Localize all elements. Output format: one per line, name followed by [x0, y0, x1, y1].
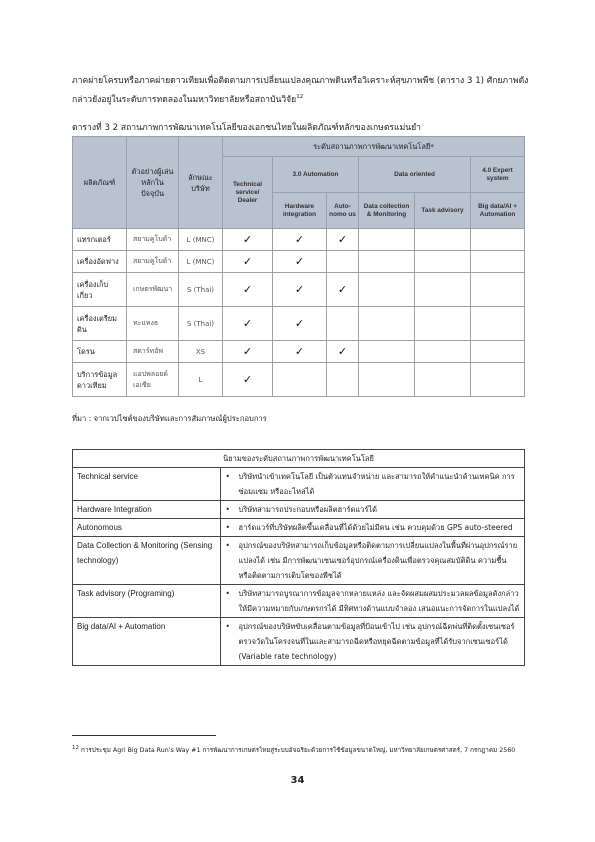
- tech-status-body: [73, 229, 525, 397]
- check-icon: ✓: [223, 229, 273, 251]
- empty-cell: [415, 251, 471, 273]
- check-icon: ✓: [273, 229, 327, 251]
- empty-cell: [359, 341, 415, 363]
- empty-cell: [359, 251, 415, 273]
- check-icon: ✓: [223, 273, 273, 307]
- check-icon: ✓: [327, 273, 359, 307]
- empty-cell: [359, 307, 415, 341]
- definition-table: [72, 449, 525, 666]
- empty-cell: [327, 251, 359, 273]
- firm-type-cell: S (Thai): [179, 273, 223, 307]
- empty-cell: [471, 363, 525, 397]
- empty-cell: [359, 273, 415, 307]
- check-icon: ✓: [273, 307, 327, 341]
- firm-cell: สยามคูโบต้า: [127, 229, 179, 251]
- firm-cell: เกษตรพัฒนา: [127, 273, 179, 307]
- empty-cell: [471, 273, 525, 307]
- table1-source: ที่มา : จากเวปไซต์ของบริษัทและการสัมภาษณ์ผู้ประกอบการ: [72, 414, 267, 423]
- firm-cell: สยามคูโบต้า: [127, 251, 179, 273]
- definition-term: Technical service: [73, 468, 221, 501]
- table-row: [73, 273, 525, 307]
- header-data-oriented: Data oriented: [359, 157, 471, 193]
- product-cell: เครื่องเก็บ เกี่ยว: [73, 273, 127, 307]
- empty-cell: [415, 273, 471, 307]
- footnote-ref: 12: [296, 94, 304, 100]
- definition-term: Data Collection & Monitoring (Sensing technology): [73, 537, 221, 585]
- empty-cell: [415, 307, 471, 341]
- empty-cell: [471, 251, 525, 273]
- header-data-collection: Data collection & Monitoring: [359, 193, 415, 229]
- bullet-icon: •: [221, 585, 235, 618]
- product-cell: เครื่องอัดฟาง: [73, 251, 127, 273]
- intro-text: ภาคผ่ายโครบหรือภาคผ่ายดาวเทียมเพื่อติดตามการเปลี่ยนแปลงคุณภาพดินหรือวิเคราะห์สุขภาพพืช (ตาราง 3 1) ศักยภาพดังกล่าวยังอยู่ในระดับการทดลองในมหาวิทยาลัยหรือสถาบันวิจัย: [72, 76, 529, 105]
- header-firm-example: ตัวอย่างผู้เล่นหลักใน ปัจจุบัน: [127, 137, 179, 229]
- definition-term: Autonomous: [73, 519, 221, 537]
- firm-type-cell: L: [179, 363, 223, 397]
- definition-term: Hardware Integration: [73, 501, 221, 519]
- definition-description: อุปกรณ์ของบริษัทขับเคลื่อนตามข้อมูลที่ป้อนเข้าไป เช่น อุปกรณ์ฉีดพ่นที่ติดตั้งเซนเซอร์ตรวจวัดในโครงจนที่ในและสามารถฉีดหรือหยุดฉีดตามข้อมูลที่ได้รับจากเซนเซอร์ได้ (Variable rate technology): [235, 618, 525, 666]
- definition-term: Big data/AI + Automation: [73, 618, 221, 666]
- header-level-group: ระดับสถานภาพการพัฒนาเทคโนโลยี*: [223, 137, 525, 157]
- footnote-text: การประชุม Agri Big Data Run's Way #1 การพัฒนาการเกษตรไทยสู่ระบบอัจฉริยะด้วยการใช้ข้อมูลขนาดใหญ่, มหาวิทยาลัยเกษตรศาสตร์, 7 กรกฎาคม 2560: [81, 747, 516, 755]
- empty-cell: [471, 229, 525, 251]
- firm-cell: ทะแทงธ: [127, 307, 179, 341]
- firm-type-cell: L (MNC): [179, 229, 223, 251]
- check-icon: ✓: [327, 229, 359, 251]
- product-cell: เครื่องเตรียม ดิน: [73, 307, 127, 341]
- product-cell: โดรน: [73, 341, 127, 363]
- check-icon: ✓: [273, 251, 327, 273]
- firm-type-cell: XS: [179, 341, 223, 363]
- firm-cell: สตาร์ทอัพ: [127, 341, 179, 363]
- check-icon: ✓: [273, 341, 327, 363]
- header-firm-type: ลักษณะ บริษัท: [179, 137, 223, 229]
- table-row: [73, 363, 525, 397]
- header-task-advisory: Task advisory: [415, 193, 471, 229]
- empty-cell: [327, 363, 359, 397]
- definition-description: อุปกรณ์ของบริษัทสามารถเก็บข้อมูลหรือติดตามการเปลี่ยนแปลงในพื้นที่ผ่านอุปกรณ์รายแปลงได้ เช่น มีการพัฒนาเซนเซอร์อุปกรณ์เครื่องดินเพื่อตรวจคุณสมบัติดิน ความชื้น หรือติดตามการเติบโตของพืชได้: [235, 537, 525, 585]
- empty-cell: [415, 341, 471, 363]
- definition-description: บริษัทนำเข้าเทคโนโลยี เป็นตัวแทนจำหน่าย และสามารถให้คำแนะนำด้านเทคนิค การซ่อมแซม หรืออะไหล่ได้: [235, 468, 525, 501]
- check-icon: ✓: [223, 307, 273, 341]
- empty-cell: [359, 229, 415, 251]
- product-cell: แทรกเตอร์: [73, 229, 127, 251]
- header-big-data: Big data/AI + Automation: [471, 193, 525, 229]
- check-icon: ✓: [273, 273, 327, 307]
- bullet-icon: •: [221, 618, 235, 666]
- table-row: [73, 307, 525, 341]
- tech-status-table: [72, 136, 525, 397]
- definition-term: Task advisory (Programing): [73, 585, 221, 618]
- footnote-number: 12: [72, 745, 79, 751]
- header-product: ผลิตภัณฑ์: [73, 137, 127, 229]
- check-icon: ✓: [327, 341, 359, 363]
- definition-description: ฮาร์ดแวร์ที่บริษัทผลิตขึ้นเคลื่อนที่ได้ด้วยไม่มีคน เช่น ควบคุมด้วย GPS auto-steered: [235, 519, 525, 537]
- header-hardware-integration: Hardware integration: [273, 193, 327, 229]
- table1-caption: ตารางที่ 3 2 สถานภาพการพัฒนาเทคโนโลยีของเอกชนไทยในผลิตภัณฑ์หลักของเกษตรแม่นยำ: [72, 123, 421, 133]
- definition-row: [73, 519, 525, 537]
- footnote: [72, 742, 532, 757]
- definition-row: [73, 618, 525, 666]
- product-cell: บริการข้อมูล ดาวเทียม: [73, 363, 127, 397]
- bullet-icon: •: [221, 468, 235, 501]
- empty-cell: [359, 363, 415, 397]
- definition-row: [73, 468, 525, 501]
- firm-cell: แอปพลอยด์ เอเซีย: [127, 363, 179, 397]
- empty-cell: [471, 341, 525, 363]
- definition-row: [73, 537, 525, 585]
- bullet-icon: •: [221, 519, 235, 537]
- table-row: [73, 251, 525, 273]
- firm-type-cell: S (Thai): [179, 307, 223, 341]
- header-autonomous: Auto- nomo us: [327, 193, 359, 229]
- firm-type-cell: L (MNC): [179, 251, 223, 273]
- check-icon: ✓: [223, 251, 273, 273]
- empty-cell: [273, 363, 327, 397]
- table-row: [73, 229, 525, 251]
- definition-table-title: นิยามของระดับสถานภาพการพัฒนาเทคโนโลยี: [73, 450, 525, 468]
- definition-description: บริษัทสามารถบูรณาการข้อมูลจากหลายแหล่ง และจัดผสมผสมประมวลผลข้อมูลดังกล่าวให้มีความหมายกับเกษตรกรได้ มีทิศทางด้านแบบจำลอง เสนอแนะการจัดการในแปลงได้: [235, 585, 525, 618]
- bullet-icon: •: [221, 537, 235, 585]
- empty-cell: [415, 363, 471, 397]
- empty-cell: [327, 307, 359, 341]
- check-icon: ✓: [223, 341, 273, 363]
- empty-cell: [415, 229, 471, 251]
- header-technical: Technical service/ Dealer: [223, 157, 273, 229]
- intro-paragraph: [72, 73, 532, 108]
- bullet-icon: •: [221, 501, 235, 519]
- page-number: 34: [290, 775, 305, 786]
- definition-row: [73, 501, 525, 519]
- definition-description: บริษัทสามารถประกอบหรือผลิตฮาร์ดแวร์ได้: [235, 501, 525, 519]
- footnote-divider: [72, 735, 216, 736]
- empty-cell: [471, 307, 525, 341]
- header-expert-system: 4.0 Expert system: [471, 157, 525, 193]
- header-automation: 3.0 Automation: [273, 157, 359, 193]
- table-row: [73, 341, 525, 363]
- definition-body: [73, 468, 525, 666]
- definition-row: [73, 585, 525, 618]
- check-icon: ✓: [223, 363, 273, 397]
